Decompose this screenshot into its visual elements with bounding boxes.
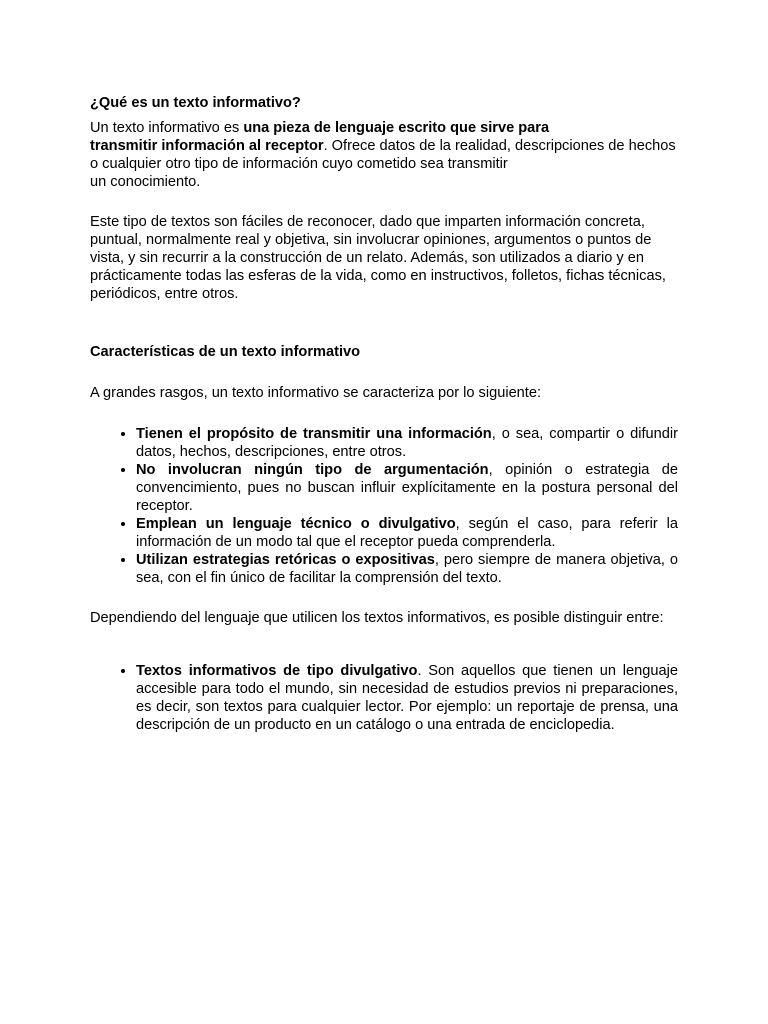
- list-item-text: , pero siempre de manera objetiva, o sea, con el fin único de facilitar la comprensión del texto.: [136, 552, 678, 586]
- definition-bold-2: transmitir información al receptor: [90, 138, 324, 154]
- list-item-bold: Utilizan estrategias retóricas o expositivas: [136, 552, 435, 568]
- list-item-text: , según el caso, para referir la información de un modo tal que el receptor pueda comprenderla.: [136, 516, 678, 550]
- characteristics-list: [90, 425, 678, 587]
- list-item-text: , o sea, compartir o difundir datos, hechos, descripciones, entre otros.: [136, 426, 678, 460]
- page-title: ¿Qué es un texto informativo?: [90, 95, 301, 111]
- list-item: [136, 515, 678, 551]
- definition-bold-1: una pieza de lenguaje escrito que sirve para: [243, 120, 550, 136]
- document-body: [90, 94, 678, 734]
- list-item-text: . Son aquellos que tienen un lenguaje accesible para todo el mundo, sin necesidad de estudios previos ni preparaciones, es decir, son textos para cualquier lector. Por ejemplo: un reportaje de prensa, una descripción de un producto en un catálogo o una entrada de enciclopedia.: [136, 663, 678, 733]
- list-item-text: , opinión o estrategia de convencimiento, pues no buscan influir explícitamente en la postura personal del receptor.: [136, 462, 679, 514]
- list-item-bold: Textos informativos de tipo divulgativo: [136, 663, 418, 679]
- list-item: [136, 662, 678, 734]
- list-item-bold: Tienen el propósito de transmitir una información: [136, 426, 492, 442]
- definition-text-start: Un texto informativo es: [90, 120, 244, 136]
- list-item: [136, 425, 678, 461]
- list-item-bold: Emplean un lenguaje técnico o divulgativo: [136, 516, 456, 532]
- definition-paragraph: [90, 119, 678, 191]
- definition-text-middle: . Ofrece datos de la realidad, descripciones de hechos o cualquier otro tipo de información cuyo cometido sea transmitir: [90, 138, 676, 172]
- list-item-bold: No involucran ningún tipo de argumentación: [136, 462, 489, 478]
- intro-paragraph: A grandes rasgos, un texto informativo se caracteriza por lo siguiente:: [90, 385, 542, 401]
- list-item: [136, 461, 678, 515]
- types-list: [90, 662, 678, 734]
- definition-text-end: un conocimiento.: [90, 174, 201, 190]
- list-item: [136, 551, 678, 587]
- section-heading: Características de un texto informativo: [90, 344, 361, 360]
- types-intro-paragraph: Dependiendo del lenguaje que utilicen los textos informativos, es posible distinguir entre:: [90, 610, 664, 626]
- description-paragraph: Este tipo de textos son fáciles de reconocer, dado que imparten información concreta, puntual, normalmente real y objetiva, sin involucrar opiniones, argumentos o puntos de vista, y sin recurrir a la construcción de un relato. Además, son utilizados a diario y en prácticamente todas las esferas de la vida, como en instructivos, folletos, fichas técnicas, periódicos, entre otros.: [90, 214, 666, 302]
